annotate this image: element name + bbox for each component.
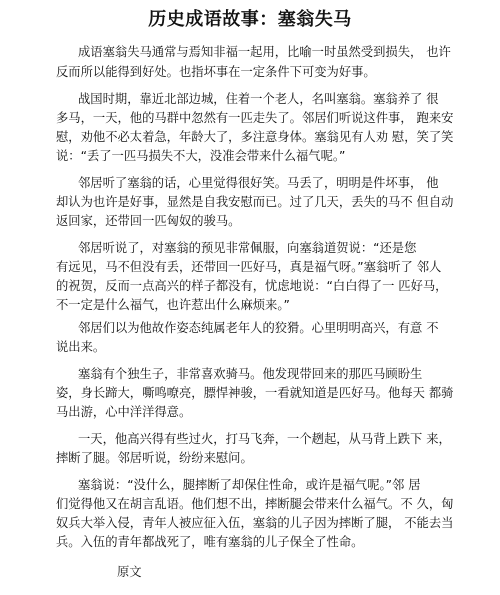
paragraph-line: 的祝贺，反而一点高兴的样子都没有，忧虑地说：“白白得了一 匹好马， [56, 279, 448, 293]
paragraph-line: 成语塞翁失马通常与焉知非福一起用，比喻一时虽然受到损失， 也许 [78, 45, 451, 59]
paragraph-line: 奴兵大举入侵，青年人被应征入伍，塞翁的儿子因为摔断了腿， 不能去当 [56, 516, 454, 530]
page-title: 历史成语故事：塞翁失马 [148, 9, 352, 30]
source-label: 原文 [117, 565, 142, 579]
paragraph-line: 反而所以能得到好处。也指坏事在一定条件下可变为好事。 [56, 65, 376, 79]
paragraph-line: 邻居听了塞翁的话，心里觉得很好笑。马丢了，明明是件坏事， 他 [78, 176, 439, 190]
paragraph-line: 有远见，马不但没有丢，还带回一匹好马，真是福气呀。”塞翁听了 邻人 [56, 260, 442, 274]
paragraph-line: 邻居听说了，对塞翁的预见非常佩服，向塞翁道贺说：“还是您 [78, 241, 417, 255]
paragraph-line: 说出来。 [56, 340, 106, 354]
paragraph-line: 返回家，还带回一匹匈奴的骏马。 [56, 214, 241, 228]
paragraph-line: 说：“丢了一匹马损失不大，没准会带来什么福气呢。” [56, 149, 346, 163]
paragraph-line: 塞翁有个独生子，非常喜欢骑马。他发现带回来的那匹马顾盼生 [78, 367, 423, 381]
paragraph-line: 战国时期，靠近北部边城，住着一个老人，名叫塞翁。塞翁养了 很 [78, 92, 439, 106]
paragraph-line: 兵。入伍的青年都战死了，唯有塞翁的儿子保全了性命。 [56, 535, 364, 549]
paragraph-line: 塞翁说：“没什么，腿摔断了却保住性命，或许是福气呢。”邻 居 [78, 478, 421, 492]
paragraph-line: 邻居们以为他故作姿态纯属老年人的狡猾。心里明明高兴，有意 不 [78, 321, 439, 335]
paragraph-line: 姿，身长蹄大，嘶鸣嘹亮，膘悍神骏，一看就知道是匹好马。他每天 都骑 [56, 386, 454, 400]
paragraph-line: 不一定是什么福气，也许惹出什么麻烦来。” [56, 298, 290, 312]
paragraph-line: 摔断了腿。邻居听说，纷纷来慰问。 [56, 451, 253, 465]
paragraph-line: 慰，劝他不必太着急，年龄大了，多注意身体。塞翁见有人劝 慰，笑了笑 [56, 130, 454, 144]
paragraph-line: 一天，他高兴得有些过火，打马飞奔，一个趔起，从马背上跌下 来， [78, 432, 451, 446]
paragraph-line: 马出游，心中洋洋得意。 [56, 405, 192, 419]
paragraph-line: 却认为也许是好事，显然是自我安慰而已。过了几天，丢失的马不 但自动 [56, 195, 454, 209]
paragraph-line: 们觉得他又在胡言乱语。他们想不出，摔断腿会带来什么福气。不 久，匈 [56, 497, 454, 511]
paragraph-line: 多马，一天，他的马群中忽然有一匹走失了。邻居们听说这件事， 跑来安 [56, 111, 454, 125]
